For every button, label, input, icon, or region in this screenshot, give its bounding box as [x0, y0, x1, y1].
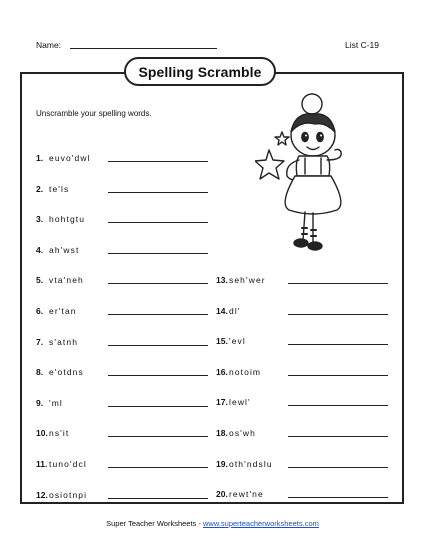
item-number: 1.: [36, 153, 44, 163]
item-number: 20.: [216, 489, 228, 500]
scrambled-word: 'ml: [49, 397, 63, 408]
item-number: 17.: [216, 397, 228, 408]
list-item: [36, 153, 213, 167]
instructions: Unscramble your spelling words.: [36, 109, 152, 118]
item-number: 6.: [36, 306, 44, 316]
item-number: 8.: [36, 367, 44, 378]
list-item: [216, 397, 393, 411]
item-number: 2.: [36, 183, 44, 194]
scrambled-word: rewt'ne: [229, 489, 264, 500]
item-number: 7.: [36, 336, 44, 347]
item-number: 4.: [36, 244, 44, 255]
scrambled-word: dl': [229, 305, 241, 316]
answer-line[interactable]: [108, 498, 208, 499]
title-pill: [124, 57, 276, 86]
item-number: 14.: [216, 305, 228, 316]
list-item: [36, 459, 213, 473]
list-item: [36, 214, 213, 228]
answer-line[interactable]: [288, 344, 388, 345]
item-number: 15.: [216, 336, 228, 347]
scrambled-word: oth'ndslu: [229, 458, 273, 469]
scrambled-word: os'wh: [229, 428, 256, 438]
answer-line[interactable]: [288, 405, 388, 406]
answer-line[interactable]: [288, 314, 388, 315]
scrambled-word: 'evl: [229, 336, 246, 347]
scrambled-word: hohtgtu: [49, 214, 86, 225]
scrambled-word: osiotnpi: [49, 489, 88, 500]
scrambled-word: lewl': [229, 397, 251, 408]
list-item: [36, 184, 213, 198]
scrambled-word: e'otdns: [49, 367, 84, 378]
footer: [0, 519, 425, 528]
list-item: [36, 275, 213, 289]
list-item: [36, 245, 213, 259]
answer-line[interactable]: [108, 314, 208, 315]
footer-link[interactable]: www.superteacherworksheets.com: [202, 519, 319, 528]
answer-line[interactable]: [288, 467, 388, 468]
answer-line[interactable]: [288, 436, 388, 437]
answer-line[interactable]: [108, 222, 208, 223]
scrambled-word: notoim: [229, 366, 262, 377]
answer-line[interactable]: [288, 497, 388, 498]
item-number: 18.: [216, 428, 228, 438]
answer-line[interactable]: [288, 375, 388, 376]
scrambled-word: te'ls: [49, 183, 70, 194]
answer-line[interactable]: [108, 192, 208, 193]
scrambled-word: tuno'dcl: [49, 459, 87, 469]
list-item: [36, 367, 213, 381]
answer-line[interactable]: [108, 436, 208, 437]
list-item: [36, 337, 213, 351]
scrambled-word: ah'wst: [49, 244, 80, 255]
item-number: 10.: [36, 428, 48, 439]
list-item: [36, 490, 213, 504]
list-item: [36, 306, 213, 320]
item-number: 12.: [36, 489, 48, 500]
item-number: 13.: [216, 275, 228, 285]
list-item: [216, 275, 393, 289]
scrambled-word: ns'it: [49, 428, 70, 439]
answer-line[interactable]: [108, 253, 208, 254]
list-item: [216, 336, 393, 350]
girl-with-star-icon: [255, 90, 365, 270]
scrambled-word: seh'wer: [229, 275, 266, 285]
answer-line[interactable]: [108, 467, 208, 468]
answer-line[interactable]: [288, 283, 388, 284]
item-number: 11.: [36, 459, 48, 469]
list-item: [216, 306, 393, 320]
item-number: 19.: [216, 458, 228, 469]
scrambled-word: vta'neh: [49, 275, 84, 286]
answer-line[interactable]: [108, 345, 208, 346]
scrambled-word: euvo'dwl: [49, 153, 91, 163]
name-line[interactable]: [70, 48, 217, 49]
list-item: [36, 398, 213, 412]
answer-line[interactable]: [108, 161, 208, 162]
list-id: List C-19: [345, 40, 380, 50]
answer-line[interactable]: [108, 375, 208, 376]
name-label: Name:: [36, 40, 62, 50]
scrambled-word: s'atnh: [49, 336, 79, 347]
item-number: 9.: [36, 397, 44, 408]
item-number: 16.: [216, 366, 228, 377]
list-item: [36, 428, 213, 442]
answer-line[interactable]: [108, 406, 208, 407]
answer-line[interactable]: [108, 283, 208, 284]
list-item: [216, 428, 393, 442]
footer-text: Super Teacher Worksheets -: [106, 519, 203, 528]
list-item: [216, 489, 393, 503]
page-title: Spelling Scramble: [138, 63, 262, 80]
list-item: [216, 459, 393, 473]
item-number: 3.: [36, 214, 44, 225]
list-item: [216, 367, 393, 381]
item-number: 5.: [36, 275, 44, 286]
scrambled-word: er'tan: [49, 306, 77, 316]
